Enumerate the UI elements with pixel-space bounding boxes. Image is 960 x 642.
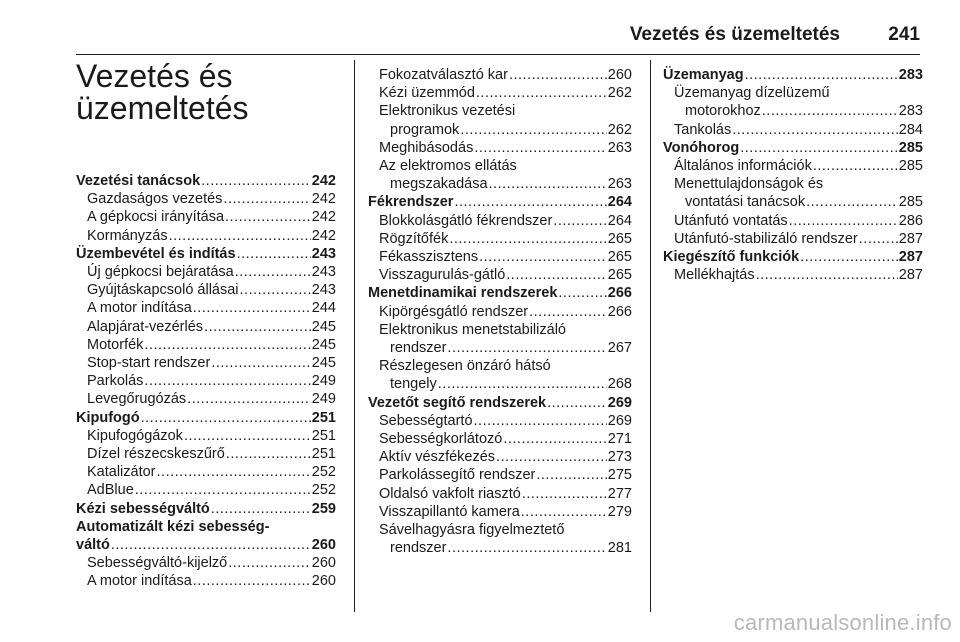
toc-entry-label: Stop-start rendszer <box>87 355 211 372</box>
toc-entry-label: Sebességváltó-kijelző <box>87 555 228 572</box>
dot-leader <box>111 536 311 554</box>
dot-leader <box>454 193 606 211</box>
toc-entry-label: Gazdaságos vezetés <box>87 191 223 208</box>
dot-leader <box>732 121 898 139</box>
dot-leader <box>184 427 311 445</box>
dot-leader <box>447 539 606 557</box>
dot-leader <box>789 212 898 230</box>
dot-leader <box>476 84 607 102</box>
toc-entry-label: Levegőrugózás <box>87 391 187 408</box>
toc-entry-label: Kipörgésgátló rendszer <box>379 303 529 320</box>
toc-entry-label: Fokozatválasztó kar <box>379 67 508 83</box>
toc-section-entry[interactable] <box>76 245 336 263</box>
toc-page-number: 262 <box>607 121 632 138</box>
toc-entry-label: Utánfutó vontatás <box>674 212 788 229</box>
toc-page-number: 249 <box>311 373 336 390</box>
toc-entry-label: váltó <box>76 537 110 554</box>
dot-leader <box>460 121 606 139</box>
toc-entry-label: Üzemanyag <box>663 67 744 83</box>
dot-leader <box>235 263 311 281</box>
toc-entry[interactable] <box>368 175 632 193</box>
toc-page-number: 287 <box>898 267 923 284</box>
toc-page-number: 260 <box>607 67 632 83</box>
toc-entry-label: Kipufogógázok <box>87 427 183 444</box>
toc-page-number: 285 <box>898 139 923 156</box>
toc-entry-label: Vonóhorog <box>663 139 740 156</box>
toc-entry[interactable] <box>76 208 336 226</box>
dot-leader <box>157 463 311 481</box>
toc-entry-label: Parkolás <box>87 373 144 390</box>
toc-entry[interactable] <box>368 212 632 230</box>
toc-entry-label: rendszer <box>390 540 447 557</box>
toc-entry-label: programok <box>390 121 460 138</box>
toc-entry[interactable] <box>76 299 336 317</box>
toc-entry[interactable] <box>76 554 336 572</box>
dot-leader <box>521 503 607 521</box>
dot-leader <box>211 354 310 372</box>
toc-entry-label: Dízel részecskeszűrő <box>87 446 225 463</box>
toc-section-entry[interactable] <box>368 284 632 302</box>
toc-section-entry[interactable] <box>368 193 632 211</box>
dot-leader <box>756 266 898 284</box>
toc-entry[interactable] <box>76 463 336 481</box>
toc-entry-label: vontatási tanácsok <box>685 194 806 211</box>
toc-page-number: 275 <box>607 467 632 484</box>
toc-page-number: 287 <box>898 230 923 247</box>
toc-page-number: 284 <box>898 121 923 138</box>
toc-page-number: 243 <box>311 264 336 281</box>
page-number: 241 <box>888 24 920 45</box>
dot-leader <box>509 66 607 84</box>
toc-page-number: 251 <box>311 409 336 426</box>
toc-page-number: 265 <box>607 249 632 266</box>
toc-entry-label: megszakadása <box>390 176 488 193</box>
toc-section-entry[interactable] <box>663 139 923 157</box>
toc-entry[interactable] <box>76 190 336 208</box>
toc-page-number: 287 <box>898 249 923 266</box>
toc-entry[interactable] <box>368 248 632 266</box>
toc-entry-label: Meghibásodás <box>379 139 474 156</box>
dot-leader <box>558 284 606 302</box>
toc-entry-label: Rögzítőfék <box>379 230 449 247</box>
toc-entry[interactable] <box>76 263 336 281</box>
toc-entry-label: Az elektromos ellátás <box>379 158 517 175</box>
dot-leader <box>547 394 607 412</box>
toc-page-number: 252 <box>311 464 336 481</box>
dot-leader <box>813 157 898 175</box>
dot-leader <box>503 430 606 448</box>
toc-entry-label: Blokkolásgátló fékrendszer <box>379 212 553 229</box>
toc-entry-label: Alapjárat-vezérlés <box>87 318 204 335</box>
dot-leader <box>529 303 607 321</box>
toc-section-entry[interactable] <box>76 172 336 190</box>
toc-entry-label: A gépkocsi irányítása <box>87 209 225 226</box>
dot-leader <box>144 336 310 354</box>
toc-column-2 <box>368 66 632 557</box>
dot-leader <box>762 102 898 120</box>
dot-leader <box>449 230 606 248</box>
dot-leader <box>141 409 311 427</box>
toc-entry[interactable] <box>368 230 632 248</box>
toc-entry-label: Mellékhajtás <box>674 267 755 284</box>
toc-entry-label: tengely <box>390 376 437 393</box>
toc-page-number: 244 <box>311 300 336 317</box>
toc-entry[interactable] <box>663 193 923 211</box>
toc-page-number: 269 <box>607 412 632 429</box>
chapter-title <box>76 60 249 124</box>
toc-page-number: 283 <box>898 67 923 83</box>
toc-entry-label: Aktív vészfékezés <box>379 449 496 466</box>
dot-leader <box>806 193 898 211</box>
toc-page-number: 283 <box>898 103 923 120</box>
dot-leader <box>479 248 607 266</box>
page-header <box>76 24 920 56</box>
toc-entry[interactable] <box>368 139 632 157</box>
toc-page-number: 242 <box>311 191 336 208</box>
toc-entry[interactable] <box>663 266 923 284</box>
toc-entry-label: Kiegészítő funkciók <box>663 249 800 266</box>
toc-entry[interactable] <box>663 157 923 175</box>
toc-column-1 <box>76 172 336 591</box>
dot-leader <box>144 372 310 390</box>
toc-entry[interactable] <box>368 339 632 357</box>
dot-leader <box>859 230 898 248</box>
dot-leader <box>193 572 311 590</box>
toc-page-number: 285 <box>898 158 923 175</box>
header-rule <box>76 54 920 55</box>
chapter-title-line-2: üzemeltetés <box>76 90 249 126</box>
toc-entry-label: Üzembevétel és indítás <box>76 245 236 262</box>
toc-entry-label: Automatizált kézi sebesség- <box>76 518 270 535</box>
toc-entry-label: A motor indítása <box>87 300 192 317</box>
toc-page-number: 273 <box>607 449 632 466</box>
toc-entry[interactable] <box>368 485 632 503</box>
dot-leader <box>204 318 311 336</box>
toc-entry-label: Menettulajdonságok és <box>674 176 824 193</box>
dot-leader <box>135 481 311 499</box>
dot-leader <box>237 245 311 263</box>
toc-entry-label: Általános információk <box>674 158 812 175</box>
toc-page-number: 245 <box>311 355 336 372</box>
toc-entry-label: Visszagurulás-gátló <box>379 267 506 284</box>
toc-entry[interactable] <box>368 539 632 557</box>
toc-section-entry[interactable] <box>76 409 336 427</box>
toc-page-number: 243 <box>311 245 336 262</box>
dot-leader <box>240 281 311 299</box>
dot-leader <box>211 500 311 518</box>
toc-entry[interactable] <box>76 281 336 299</box>
toc-entry-label: Üzemanyag dízelüzemű <box>674 85 830 102</box>
toc-entry[interactable] <box>663 212 923 230</box>
toc-page-number: 260 <box>311 555 336 572</box>
toc-entry[interactable] <box>76 336 336 354</box>
chapter-title-line-1: Vezetés és <box>76 58 233 94</box>
toc-section-entry[interactable] <box>368 394 632 412</box>
watermark: carmanualsonline.info <box>733 610 952 635</box>
toc-entry[interactable] <box>663 230 923 248</box>
toc-entry-label: Fékrendszer <box>368 194 454 211</box>
toc-entry-label: Sebességtartó <box>379 412 473 429</box>
dot-leader <box>226 445 311 463</box>
toc-entry[interactable] <box>368 66 632 84</box>
toc-page-number: 260 <box>311 537 336 554</box>
column-divider-1 <box>354 60 355 612</box>
toc-entry-label: Sávelhagyásra figyelmeztető <box>379 522 565 539</box>
dot-leader <box>800 248 898 266</box>
toc-section-entry[interactable] <box>663 248 923 266</box>
toc-entry[interactable] <box>663 102 923 120</box>
toc-section-entry[interactable] <box>76 536 336 554</box>
toc-page-number: 242 <box>311 209 336 226</box>
toc-page-number: 242 <box>311 227 336 244</box>
toc-entry-label: Elektronikus menetstabilizáló <box>379 321 566 338</box>
dot-leader <box>438 375 607 393</box>
toc-entry-label: AdBlue <box>87 482 134 499</box>
dot-leader <box>169 227 311 245</box>
toc-entry[interactable] <box>76 445 336 463</box>
dot-leader <box>745 66 898 84</box>
toc-page-number: 245 <box>311 336 336 353</box>
toc-entry-label: Részlegesen önzáró hátsó <box>379 358 551 375</box>
toc-entry[interactable] <box>368 448 632 466</box>
column-divider-2 <box>650 60 651 612</box>
toc-section-entry[interactable] <box>663 66 923 84</box>
toc-entry[interactable] <box>76 390 336 408</box>
toc-page-number: 264 <box>607 194 632 211</box>
dot-leader <box>447 339 606 357</box>
dot-leader <box>536 466 606 484</box>
toc-page-number: 281 <box>607 540 632 557</box>
toc-page-number: 263 <box>607 139 632 156</box>
toc-column-3 <box>663 66 923 284</box>
toc-entry-label: Kormányzás <box>87 227 168 244</box>
toc-page-number: 260 <box>311 573 336 590</box>
toc-entry-label: Utánfutó-stabilizáló rendszer <box>674 230 858 247</box>
toc-entry-label: motorokhoz <box>685 103 761 120</box>
toc-entry[interactable] <box>368 466 632 484</box>
toc-section-entry[interactable] <box>76 500 336 518</box>
toc-entry-label: Sebességkorlátozó <box>379 431 503 448</box>
toc-entry-label: Katalizátor <box>87 464 156 481</box>
toc-entry[interactable] <box>368 503 632 521</box>
toc-entry[interactable] <box>368 266 632 284</box>
toc-entry[interactable] <box>368 430 632 448</box>
dot-leader <box>474 139 606 157</box>
toc-entry[interactable] <box>76 427 336 445</box>
toc-entry-label: Tankolás <box>674 121 732 138</box>
toc-page-number: 286 <box>898 212 923 229</box>
toc-page-number: 265 <box>607 230 632 247</box>
toc-entry[interactable] <box>368 375 632 393</box>
dot-leader <box>740 139 898 157</box>
toc-entry-label: Vezetőt segítő rendszerek <box>368 394 547 411</box>
toc-page-number: 263 <box>607 176 632 193</box>
toc-entry[interactable] <box>76 372 336 390</box>
dot-leader <box>223 190 310 208</box>
toc-page-number: 277 <box>607 485 632 502</box>
toc-page-number: 271 <box>607 431 632 448</box>
toc-page-number: 251 <box>311 446 336 463</box>
toc-page-number: 252 <box>311 482 336 499</box>
dot-leader <box>201 172 311 190</box>
toc-page-number: 279 <box>607 503 632 520</box>
toc-page-number: 251 <box>311 427 336 444</box>
toc-page-number: 259 <box>311 500 336 517</box>
toc-entry-label: Kézi sebességváltó <box>76 500 210 517</box>
dot-leader <box>193 299 311 317</box>
toc-page-number: 268 <box>607 376 632 393</box>
toc-entry-label: Parkolássegítő rendszer <box>379 467 536 484</box>
toc-entry-label: Fékasszisztens <box>379 249 479 266</box>
toc-entry[interactable] <box>76 227 336 245</box>
toc-entry[interactable] <box>76 318 336 336</box>
dot-leader <box>506 266 607 284</box>
toc-entry-label: Oldalsó vakfolt riasztó <box>379 485 521 502</box>
toc-entry[interactable] <box>76 354 336 372</box>
toc-entry-label: A motor indítása <box>87 573 192 590</box>
toc-entry-label: Vezetési tanácsok <box>76 173 201 189</box>
toc-entry-label: Menetdinamikai rendszerek <box>368 285 558 302</box>
toc-page-number: 265 <box>607 267 632 284</box>
toc-entry[interactable] <box>368 412 632 430</box>
toc-page-number: 285 <box>898 194 923 211</box>
toc-page-number: 242 <box>311 173 336 189</box>
toc-entry-label: Kipufogó <box>76 409 140 426</box>
toc-page-number: 266 <box>607 285 632 302</box>
toc-entry[interactable] <box>368 84 632 102</box>
dot-leader <box>522 485 607 503</box>
toc-page-number: 269 <box>607 394 632 411</box>
toc-entry[interactable] <box>663 121 923 139</box>
dot-leader <box>474 412 607 430</box>
dot-leader <box>228 554 311 572</box>
toc-entry-label: Visszapillantó kamera <box>379 503 520 520</box>
dot-leader <box>496 448 607 466</box>
dot-leader <box>187 390 311 408</box>
toc-entry-label: Motorfék <box>87 336 144 353</box>
toc-page-number: 264 <box>607 212 632 229</box>
running-title: Vezetés és üzemeltetés <box>629 24 840 45</box>
toc-page-number: 262 <box>607 85 632 102</box>
toc-entry-label: Gyújtáskapcsoló állásai <box>87 282 239 299</box>
toc-entry[interactable] <box>76 572 336 590</box>
dot-leader <box>225 208 311 226</box>
toc-entry-label: rendszer <box>390 340 447 357</box>
dot-leader <box>553 212 607 230</box>
toc-entry[interactable] <box>368 303 632 321</box>
toc-entry-label: Kézi üzemmód <box>379 85 475 102</box>
toc-entry-label: Elektronikus vezetési <box>379 103 516 120</box>
toc-page-number: 267 <box>607 340 632 357</box>
toc-page-number: 245 <box>311 318 336 335</box>
toc-entry-label: Új gépkocsi bejáratása <box>87 264 234 281</box>
toc-page-number: 266 <box>607 303 632 320</box>
dot-leader <box>489 175 607 193</box>
toc-page-number: 243 <box>311 282 336 299</box>
toc-page-number: 249 <box>311 391 336 408</box>
toc-entry[interactable] <box>368 121 632 139</box>
toc-entry[interactable] <box>76 481 336 499</box>
